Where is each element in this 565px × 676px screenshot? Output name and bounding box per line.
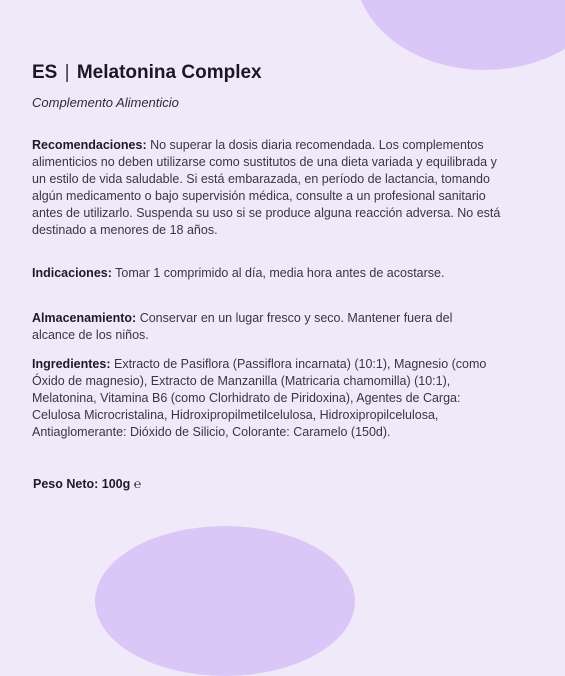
indications-text: Tomar 1 comprimido al día, media hora antes de acostarse. <box>115 266 445 280</box>
decorative-circle-top <box>355 0 565 70</box>
ingredients-label: Ingredientes: <box>32 357 111 371</box>
storage-section <box>32 310 494 344</box>
recommendations-section <box>32 137 507 239</box>
ingredients-text: Extracto de Pasiflora (Passiflora incarnata) (10:1), Magnesio (como Óxido de magnesio), Extracto de Manzanilla (Matricaria chamomilla) (10:1), Melatonina, Vitamina B6 (como Clorhidrato de Piridoxina), Agentes de Carga: Celulosa Microcristalina, Hidroxipropilmetilcelulosa, Hidroxipropilcelulosa, Antiaglomerante: Dióxido de Silicio, Colorante: Caramelo (150d). <box>32 357 487 439</box>
recommendations-label: Recomendaciones: <box>32 138 147 152</box>
page-title <box>32 62 262 84</box>
indications-label: Indicaciones: <box>32 266 112 280</box>
product-name: Melatonina Complex <box>76 62 262 83</box>
decorative-circle-bottom <box>95 526 355 676</box>
storage-label: Almacenamiento: <box>32 311 137 325</box>
net-weight-section <box>33 476 508 493</box>
language-code: ES <box>32 62 58 83</box>
product-subtitle: Complemento Alimenticio <box>32 95 179 110</box>
net-weight-label: Peso Neto: <box>33 477 99 491</box>
net-weight-value: 100g ℮ <box>101 477 142 491</box>
title-separator: | <box>64 62 70 83</box>
indications-section <box>32 265 507 282</box>
storage-text: Conservar en un lugar fresco y seco. Mantener fuera del alcance de los niños. <box>32 311 453 342</box>
recommendations-text: No superar la dosis diaria recomendada. Los complementos alimenticios no deben utilizarse como sustitutos de una dieta variada y equilibrada y un estilo de vida saludable. Si está embarazada, en período de lactancia, tomando algún medicamento o bajo supervisión médica, consulte a un profesional sanitario antes de utilizarlo. Suspenda su uso si se produce alguna reacción adversa. No está destinado a menores de 18 años. <box>32 138 501 237</box>
ingredients-section <box>32 356 507 441</box>
